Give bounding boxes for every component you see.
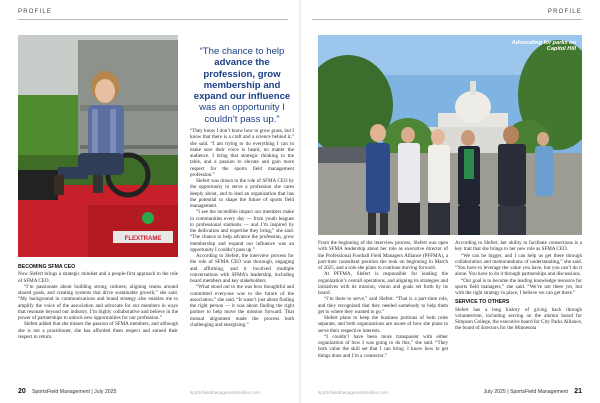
paragraph: According to Slefert, the interview process for the role of SFMA CEO was thorough, engaging and affirming, and it involved multiple conversations with SFMA’s leadership, including board members and key stakeholders. <box>190 253 294 284</box>
pull-quote-suffix: was an opportunity I couldn’t pass up.” <box>199 102 285 125</box>
paragraph: Slefert was drawn to the role of SFMA CEO by the opportunity to serve a profession she cares deeply about, and to lead an organization that has the potential to shape the future of sports field management. <box>190 178 294 209</box>
paragraph: Slefert has a long history of giving back through volunteerism, including serving on the alumni board for Simpson College, the executive board for City Parks Alliance, the board of directors for the Minnesota <box>455 306 582 332</box>
left-footer-url: sportsfieldmanagementonline.com <box>190 390 260 395</box>
paragraph: “What stood out to me was how thoughtful and committed everyone was to the future of the association,” she said. “It wasn’t just about finding the right person — it was about finding the right partner to help move the mission forward. That mutual alignment made the process both challenging and energizing.” <box>190 284 294 328</box>
paragraph: According to Slefert, her ability to facilitate connections is a key trait that she brings to her new role as SFMA CEO. <box>455 240 582 253</box>
paragraph: Slefert added that she misses the passion of SFMA members, and although she is not a practitioner, she has afforded them respect and earned their respect in return. <box>18 321 178 340</box>
right-photo-capitol-hill-group <box>318 35 582 235</box>
paragraph: “I see the incredible impact our members make in communities every day — from youth leagues to professional stadiums — and I’m inspired by the dedication and expertise they bring,” she said. “The chance to help advance the profession, grow membership and expand our influence was an opportunity I couldn’t pass up.” <box>190 209 294 253</box>
right-page-section-label: PROFILE <box>547 9 582 15</box>
left-column-text <box>18 261 178 340</box>
middle-column-text <box>190 128 294 328</box>
right-header-rule <box>312 19 582 20</box>
paragraph: “I couldn’t have been more transparent with either organization of how I was going to do this,” she said. “They both value the skill set that I can bring. I know how to get things done and I’m a connector.” <box>318 333 448 359</box>
paragraph: “I’m passionate about building strong cultures, aligning teams around shared goals, and creating systems that drive sustainable growth,” she said. “My background in communications and brand strategy also enables me to amplify the voice of the association and advocate for our members in ways that resonate beyond our industry. I’m highly collaborative and believe in the power of partnerships to unlock new opportunities for our profession.” <box>18 283 178 321</box>
left-page-number: 20 <box>18 388 26 395</box>
paragraph: “I’m there to serve,” said Slefert. “That is a part-time role, and they recognized that they needed somebody to help them get to where they wanted to go.” <box>318 296 448 315</box>
pull-quote-prefix: “The chance to help <box>199 46 285 57</box>
paragraph: “We can be bigger, and I can help us get there through collaboration and memorandums of understanding,” she said. “You have to leverage the value you have, but you can’t do it alone. You have to do it through partnerships and discussions. <box>455 252 582 278</box>
paragraph: Slefert plans to keep the business portions of both roles separate, and both organizations are aware of how she plans to serve their respective interests. <box>318 315 448 334</box>
section-heading-becoming-ceo: BECOMING SFMA CEO <box>18 264 76 270</box>
right-footer-url: sportsfieldmanagementonline.com <box>318 390 388 395</box>
left-photo-woman-on-field-machine <box>18 35 178 257</box>
paragraph: Now Slefert brings a strategic mindset and a people-first approach to the role of SFMA CEO. <box>18 271 178 284</box>
pull-quote <box>190 46 294 125</box>
paragraph: “They know I don’t know how to grow grass, but I know that there is a craft and a science behind it,” she said. “I am trying to do everything I can to make sure their voice is heard, no matter the audience. I bring that strategic thinking to the table, and a passion to elevate and gain more respect for the sports field management profession.” <box>190 128 294 178</box>
svg-text:FLEXTRAME: FLEXTRAME <box>124 236 162 242</box>
photo-caption: Advocating for parks on Capitol Hill <box>511 40 576 53</box>
left-header-rule <box>18 19 288 20</box>
left-publication-line: SportsField Management | July 2025 <box>32 389 117 395</box>
right-publication-line: July 2025 | SportsField Management <box>483 389 568 395</box>
right-page-number: 21 <box>574 388 582 395</box>
pull-quote-emphasis: advance the profession, grow membership and expand our influence <box>193 57 291 103</box>
paragraph: “Our goal is to become the leading knowledge resource for sports field managers,” she said. “We’re not there yet, but with the right strategy in place, I believe we can get there.” <box>455 277 582 296</box>
left-photo-illustration <box>18 35 178 257</box>
page-gutter <box>299 0 301 403</box>
right-photo-illustration <box>318 35 582 235</box>
paragraph: At PFFMA, Slefert is responsible for leading the organization’s overall operations, and aligning its strategies and initiatives with its mission, vision and goals set forth by its board. <box>318 271 448 296</box>
section-heading-service: SERVICE TO OTHERS <box>455 299 510 306</box>
left-page-section-label: PROFILE <box>18 9 53 15</box>
paragraph: From the beginning of the interview process, Slefert was open with SFMA leadership about her role as executive director of the Professional Football Field Managers Alliance (PFFMA), a part-time consultant position she took on beginning in March of 2025, and a role she plans to continue moving forward. <box>318 240 448 271</box>
right-column-a-text <box>318 240 448 359</box>
right-column-b-text <box>455 240 582 332</box>
